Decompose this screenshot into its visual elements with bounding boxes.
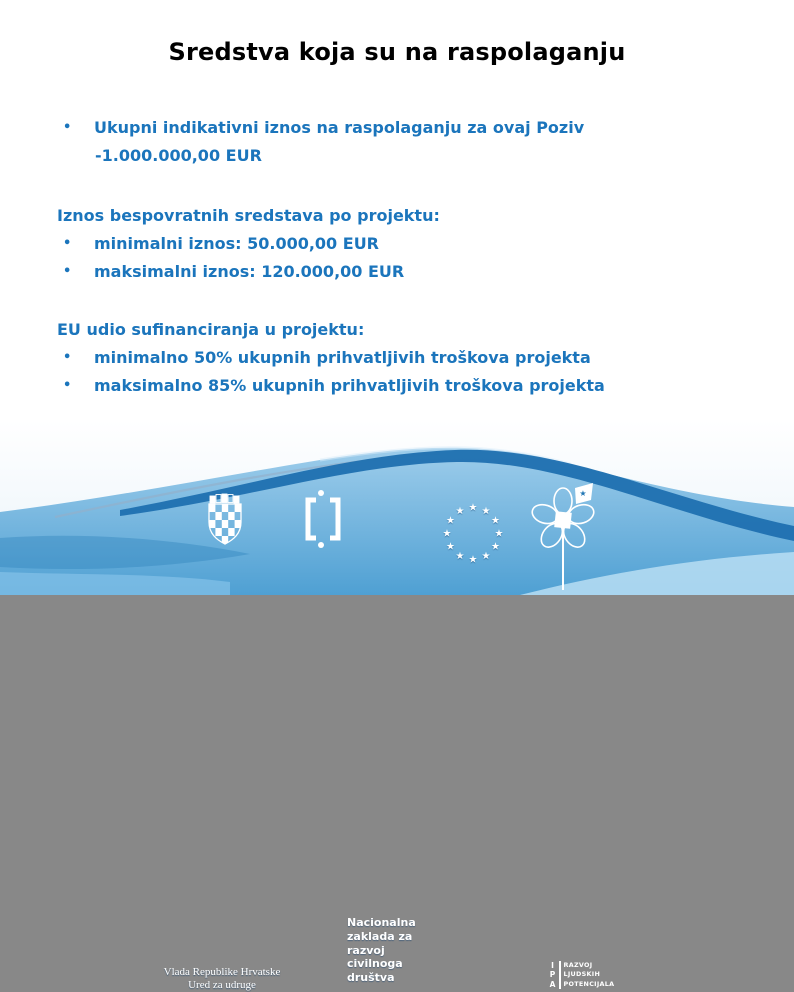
section-heading	[57, 202, 764, 230]
ipa-caption	[564, 961, 615, 989]
bullet-item	[57, 258, 764, 286]
heading-text: EU udio sufinanciranja u projektu:	[57, 320, 365, 339]
ipa-caption-line-2: LJUDSKIH	[563, 970, 601, 979]
brackets-logo-icon	[303, 488, 343, 550]
svg-text:★: ★	[579, 489, 587, 498]
svg-text:★: ★	[442, 528, 452, 540]
spacer	[57, 286, 764, 316]
government-logo-text	[137, 966, 307, 992]
svg-text:★: ★	[446, 541, 455, 553]
bullet-icon: •	[63, 264, 72, 279]
croatian-coat-of-arms-icon	[203, 492, 247, 546]
svg-text:★: ★	[455, 551, 465, 562]
foundation-line-4: civilnoga	[347, 957, 403, 971]
svg-text:★: ★	[494, 528, 504, 540]
bullet-text: maksimalni iznos: 120.000,00 EUR	[94, 262, 405, 281]
svg-text:★: ★	[468, 554, 478, 566]
amount-text: -1.000.000,00 EUR	[95, 146, 262, 165]
bullet-item	[57, 344, 764, 372]
government-line-2: Ured za udruge	[188, 979, 256, 991]
svg-text:★: ★	[455, 506, 465, 517]
ipa-letter-p: P	[549, 970, 556, 980]
bullet-icon: •	[63, 350, 72, 365]
bullet-subtext	[57, 142, 764, 170]
svg-text:★: ★	[491, 515, 500, 527]
ipa-letter-i: I	[551, 961, 554, 970]
bullet-text: minimalno 50% ukupnih prihvatljivih troškova projekta	[94, 348, 591, 367]
ipa-divider	[559, 961, 561, 989]
bullet-icon: •	[63, 120, 72, 135]
bullet-icon: •	[63, 236, 72, 251]
svg-text:★: ★	[491, 541, 500, 553]
ipa-letter-a: A	[549, 979, 556, 989]
ipa-caption-line-3: POTENCIJALA	[563, 979, 615, 988]
foundation-line-2: zaklada za	[347, 929, 413, 943]
bullet-text: Ukupni indikativni iznos na raspolaganju za ovaj Poziv	[94, 118, 585, 137]
ipa-logo-text	[548, 961, 614, 989]
bullet-item	[57, 230, 764, 258]
wave-background	[0, 420, 794, 595]
foundation-logo-text	[347, 916, 416, 985]
eu-stars-icon	[442, 502, 504, 566]
heading-text: Iznos bespovratnih sredstava po projektu:	[57, 206, 440, 225]
foundation-line-5: društva	[347, 971, 395, 985]
svg-text:★: ★	[468, 502, 478, 514]
ipa-letters	[548, 961, 557, 989]
slide-body	[57, 114, 764, 400]
bullet-item	[57, 372, 764, 400]
government-line-1: Vlada Republike Hrvatske	[163, 966, 281, 978]
svg-text:★: ★	[481, 506, 491, 517]
foundation-line-3: razvoj	[347, 943, 385, 957]
svg-text:★: ★	[446, 515, 455, 527]
foundation-line-1: Nacionalna	[347, 916, 416, 929]
ipa-caption-line-1: RAZVOJ	[563, 961, 593, 969]
bullet-text: maksimalno 85% ukupnih prihvatljivih troškova projekta	[94, 376, 605, 395]
svg-text:★: ★	[481, 551, 491, 562]
slide-footer	[0, 420, 794, 991]
bullet-icon: •	[63, 378, 72, 393]
pinwheel-flower-icon	[520, 480, 606, 592]
spacer	[57, 170, 764, 202]
section-heading	[57, 316, 764, 344]
slide-title: Sredstva koja su na raspolaganju	[168, 38, 626, 66]
bullet-item	[57, 114, 764, 142]
bullet-text: minimalni iznos: 50.000,00 EUR	[94, 234, 379, 253]
